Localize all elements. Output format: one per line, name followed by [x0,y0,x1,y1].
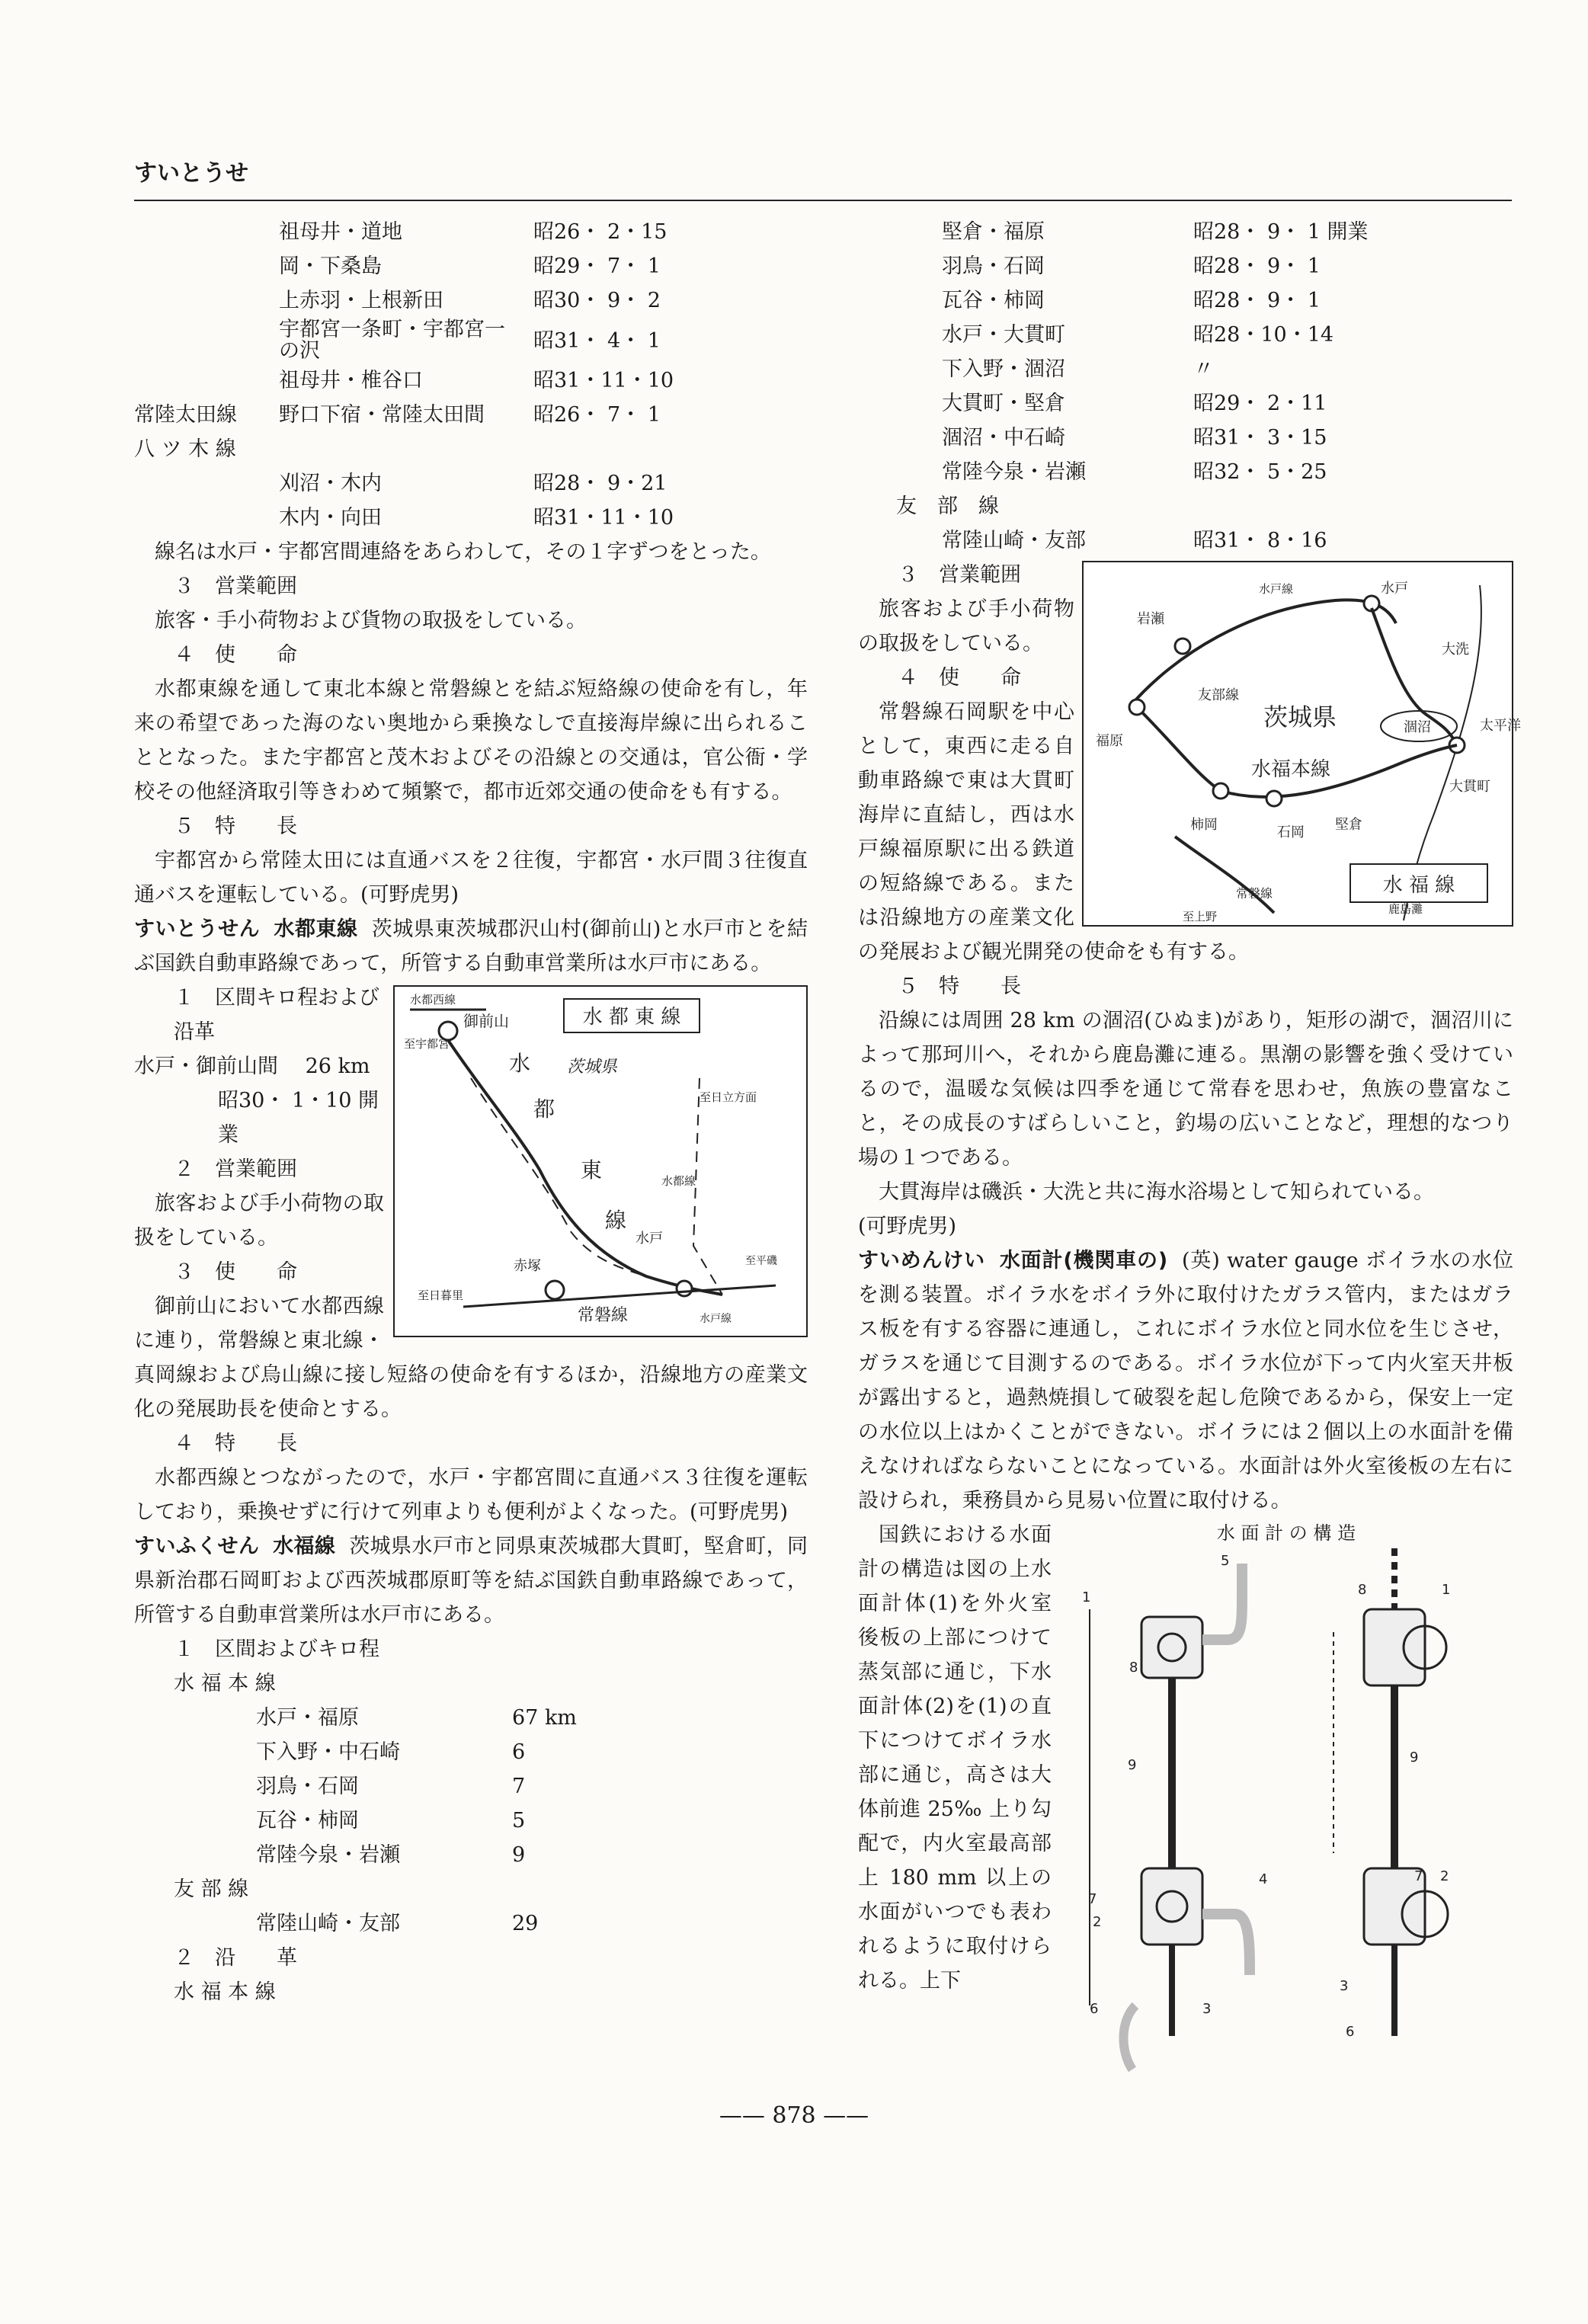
suito-map-char-4: 線 [605,1208,627,1233]
page-number: —— 878 —— [719,2102,869,2129]
km-row [134,1701,808,1735]
suito-map-mito-line: 水戸線 [700,1313,732,1325]
date-cell: 昭28・ 9・ 1 開業 [1193,220,1369,244]
suifuku-map-kakioka: 柿岡 [1190,817,1218,833]
date-cell: 昭28・ 9・ 1 [1193,289,1321,312]
km-value: 7 [512,1775,526,1798]
km-value: 29 [512,1912,539,1935]
date-cell: 昭26・ 2・15 [533,220,668,244]
date-cell: 昭31・11・10 [533,369,674,392]
suito-map-mito: 水戸 [636,1231,663,1247]
branch-km-row [134,1906,808,1941]
fig-num-left-1: 1 [1082,1589,1091,1605]
fig-num-left-2: 2 [1093,1914,1102,1930]
suifuku-map-katakura: 堅倉 [1335,817,1362,833]
gauge-figure-title: 水 面 計 の 構 造 [1216,1522,1356,1544]
section-cell: 水戸・大貫町 [942,323,1065,347]
suifuku-map-pacific: 太平洋 [1480,718,1521,734]
suifuku-kanji: 水福線 [273,1535,336,1558]
right-branch-row [858,523,1513,558]
upper-gauge-body-right [1364,1609,1425,1685]
suito-map-char-3: 東 [581,1157,603,1183]
right-features-heading: ５ 特 長 [898,975,1021,998]
suito-intro: 茨城県東茨城郡沢山村(御前山)と水戸市とを結ぶ国鉄自動車路線であって，所管する自動車営業所は水戸市にある。 [134,917,808,975]
suito-kana: すいとうせん [134,917,261,941]
upper-gauge-body-left [1141,1617,1202,1678]
gauge-structure-paragraph: 国鉄における水面計の構造は図の上水面計体(1)を外火室後板の上部につけて蒸気部に通じ，下水面計体(2)を(1)の直下につけてボイラ水部に通じ，高さは大体前進 25‰ 上り勾配で，内火室最高部上 180 mm 以上の水面がいつでも表われるように取付けられる。上下 [858,1523,1052,1993]
suito-map [393,985,808,1337]
right-features-paragraph-2: 大貫海岸は磯浜・大洗と共に海水浴場として知られている。 [879,1180,1434,1204]
business-scope-heading: ３ 営業範囲 [174,575,297,598]
km-value: 5 [512,1809,526,1833]
suito-map-west-line: 水都西線 [410,993,456,1007]
suito-scope-heading: ２ 営業範囲 [174,1157,297,1181]
suifuku-map-line-main: 水福本線 [1251,758,1331,781]
akatsuka-station [546,1281,564,1299]
left-table [134,215,808,535]
suifuku-history-heading: ２ 沿 革 [174,1946,297,1970]
suifuku-map-pref: 茨城県 [1263,703,1337,731]
features-heading: ５ 特 長 [174,815,297,838]
suito-kanji: 水都東線 [274,917,358,941]
left-table-row [134,466,808,501]
date-cell: 昭26・ 7・ 1 [533,403,661,427]
suito-scope-paragraph: 旅客および手小荷物の取扱をしている。 [134,1192,384,1250]
suito-map-hiraiso: 至平磯 [745,1255,777,1267]
mito-line-rail [1129,600,1396,707]
km-value: 67 km [512,1706,577,1730]
km-row [134,1769,808,1804]
fig-num-left-3: 3 [1202,2001,1212,2017]
suifuku-map-ueno: 至上野 [1183,910,1218,924]
right-scope-paragraph: 旅客および手小荷物の取扱をしている。 [858,597,1074,655]
right-table-row [858,318,1513,352]
suifuku-map-kashima: 鹿島灘 [1388,902,1423,916]
section-cell: 大貫町・堅倉 [942,392,1065,415]
suifuku-map-mito: 水戸 [1381,581,1408,597]
kakioka-station [1213,783,1228,799]
name-origin-paragraph: 線名は水戸・宇都宮間連絡をあらわして，その１字ずつをとった。 [155,540,771,564]
gauge-kanji: 水面計(機関車の) [999,1249,1168,1272]
right-branch-label: 友 部 線 [896,495,999,518]
date-cell: 昭31・ 4・ 1 [533,328,661,353]
km-row [134,1838,808,1872]
fig-num-right-3: 3 [1340,1978,1349,1994]
km-row [134,1735,808,1769]
gauge-figure [1059,1518,1513,2070]
business-scope-paragraph: 旅客・手小荷物および貨物の取扱をしている。 [155,609,587,632]
lower-gauge-body-left [1141,1868,1202,1945]
km-value: 6 [512,1740,526,1764]
km-section: 常陸山崎・友部 [256,1912,400,1935]
section-cell: 岡・下桑島 [279,254,382,278]
section-cell: 涸沼・中石崎 [942,426,1065,450]
km-section: 下入野・中石崎 [256,1740,400,1764]
fig-num-right-8: 8 [1358,1582,1367,1598]
suito-map-nippori: 至日暮里 [418,1288,464,1302]
section-cell: 宇都宮一条町・宇都宮一の沢 [279,318,505,363]
suito-mission-paragraph: 御前山において水都西線に連り，常磐線と東北線・真岡線および烏山線に接し短絡の使命を有するほか，沿線地方の産業文化の発展助長を使命とする。 [134,1295,808,1421]
fig-num-left-9: 9 [1128,1757,1137,1773]
fig-num-left-8: 8 [1129,1660,1138,1676]
section-cell: 木内・向田 [279,506,382,530]
right-table-row [858,215,1513,249]
suito-features-heading: ４ 特 長 [174,1432,297,1455]
suifuku-map-joban: 常磐線 [1236,886,1273,901]
gauge-left-view [1090,1564,1250,2070]
right-column [858,215,1521,2173]
right-mission-heading: ４ 使 命 [898,666,1021,690]
suifuku-map-oarai: 大洗 [1442,642,1469,658]
right-mission-paragraph: 常磐線石岡駅を中心として，東西に走る自動車路線で東は大貫町海岸に直結し，西は水戸線福原駅に出る鉄道の短絡線である。または沿線地方の産業文化の発展および観光開発の使命をも有する。 [858,700,1249,964]
km-section: 常陸今泉・岩瀬 [256,1843,400,1867]
gauge-figure-svg [1059,1548,1513,2070]
line-name-cell: 常陸太田線 [134,403,237,427]
left-table-row [134,283,808,318]
steam-pipe-left [1202,1564,1242,1640]
date-cell: 昭31・11・10 [533,506,674,530]
date-cell: 昭28・10・14 [1193,323,1334,347]
section-cell: 瓦谷・柿岡 [942,289,1045,312]
date-cell: 昭29・ 2・11 [1193,392,1327,415]
suifuku-map-tomobe: 友部線 [1198,687,1239,703]
suito-map-suito-line: 水都線 [661,1174,696,1188]
left-table-row [134,215,808,249]
section-cell: 祖母井・道地 [279,220,402,244]
left-table-row [134,501,808,535]
suito-mission-heading: ３ 使 命 [174,1260,297,1284]
fig-num-right-2: 2 [1440,1868,1449,1884]
right-table-row [858,249,1513,283]
right-table [858,215,1513,489]
km-section: 瓦谷・柿岡 [256,1809,359,1833]
suito-entry-intro [134,912,808,981]
fig-num-right-7: 7 [1414,1868,1423,1884]
suito-map-joban: 常磐線 [578,1306,629,1325]
suito-opened: 昭30・ 1・10 開業 [218,1089,379,1147]
suito-features-paragraph: 水都西線とつながったので，水戸・宇都宮間に直通バス３往復を運転しており，乗換せずに行けて列車よりも便利がよくなった。(可野虎男) [134,1466,808,1524]
water-pipe-left [1202,1914,1250,1975]
suifuku-entry-intro [134,1529,808,1632]
suifuku-map-svg [1084,562,1521,925]
suito-map-hitachi: 至日立方面 [700,1090,757,1104]
section-cell: 羽鳥・石岡 [942,254,1045,278]
section-cell: 下入野・涸沼 [942,357,1065,381]
ishioka-station [1266,791,1282,806]
suito-north-route [693,1078,722,1295]
suito-section-line: 水戸・御前山間 26 km [134,1055,370,1078]
mission-paragraph: 水都東線を通して東北本線と常磐線とを結ぶ短絡線の使命を有し，年来の希望であった海のない奥地から乗換なしで直接海岸線に出られることとなった。また宇都宮と茂木およびその沿線との交通は，官公衙・学校その他経済取引等きわめて頻繁で，都市近郊交通の使命をも有する。 [134,677,808,804]
left-table-row [134,398,808,432]
section-cell: 堅倉・福原 [942,220,1045,244]
fig-num-left-6: 6 [1090,2001,1099,2017]
fukuhara-station [1129,699,1145,715]
left-table-row [134,363,808,398]
gauge-right-view [1333,1548,1451,2036]
suito-map-svg [395,987,806,1336]
suifuku-main-line: 水 福 本 線 [174,1672,276,1695]
mission-heading: ４ 使 命 [174,643,297,667]
joban-line [463,1285,776,1307]
section-cell: 野口下宿・常陸太田間 [279,403,485,427]
suifuku-map-onuki: 大貫町 [1449,779,1490,795]
running-head: すいとうせ [134,160,248,187]
date-cell: 昭30・ 9・ 2 [533,289,661,312]
right-table-row [858,421,1513,455]
suifuku-map-mito-line: 水戸線 [1259,582,1294,596]
right-table-row [858,386,1513,421]
left-table-row [134,249,808,283]
left-table-row [134,432,808,466]
suifuku-map-ishioka: 石岡 [1277,824,1305,840]
header-rule [134,200,1512,201]
iwase-station [1175,639,1190,654]
date-cell: 昭31・ 3・15 [1193,426,1327,450]
date-cell: 昭28・ 9・21 [533,472,668,495]
fig-num-right-9: 9 [1410,1749,1419,1765]
suifuku-map-title: 水 福 線 [1382,874,1455,897]
fig-num-right-1: 1 [1442,1582,1451,1598]
suito-map-gozen: 御前山 [463,1012,509,1030]
date-cell: 昭29・ 7・ 1 [533,254,661,278]
left-table-row [134,318,808,363]
left-column [134,215,808,2173]
suifuku-map-fukuhara: 福原 [1096,733,1123,749]
suito-map-char-1: 水 [509,1051,531,1076]
suifuku-map-hinuma: 涸沼 [1404,719,1431,735]
gauge-entry [858,1244,1513,1518]
suito-map-pref: 茨城県 [567,1058,618,1077]
suito-map-title: 水 都 東 線 [582,1006,681,1029]
right-scope-heading: ３ 営業範囲 [898,563,1021,587]
fig-num-left-7: 7 [1088,1891,1097,1907]
suito-map-utsunomiya: 至宇都宮 [404,1037,450,1051]
gauge-body: ボイラ水の水位を測る装置。ボイラ水をボイラ外に取付けたガラス管内，またはガラス板を有する容器に連通し，これにボイラ水位と同水位を生じさせ，ガラスを通じて目測するのである。ボイラ水位が下って内火室天井板が露出すると，過熱焼損して破裂を起し危険であるから，保安上一定の水位以上はかくことができない。ボイラには２個以上の水面計を備えなければならないことになっている。水面計は外火室後板の左右に設けられ，乗務員から見易い位置に取付ける。 [858,1249,1513,1513]
suifuku-section-heading: １ 区間およびキロ程 [174,1637,379,1661]
suifuku-map-iwase: 岩瀬 [1137,611,1164,627]
suifuku-branch-line: 友 部 線 [174,1877,249,1901]
right-features-paragraph-1: 沿線には周囲 28 km の涸沼(ひぬま)があり，矩形の湖で，涸沼川によって那珂川へ，それから鹿島灘に連る。黒潮の影響を強く受けているので，温暖な気候は四季を通じて常春を思わせ，魚族の豊富なこと，その成長のすばらしいこと，釣場の広いことなど，理想的なつり場の１つである。 [858,1009,1513,1170]
right-table-row [858,352,1513,386]
suito-section-heading: １ 区間キロ程および沿革 [174,986,379,1044]
fig-num-left-5: 5 [1221,1553,1230,1569]
suifuku-branch-list [134,1906,808,1941]
line-name-cell: 八 ツ 木 線 [134,437,236,461]
gauge-eng: (英) water gauge [1182,1249,1359,1272]
suifuku-history-main: 水 福 本 線 [174,1980,276,2004]
section-cell: 常陸今泉・岩瀬 [942,460,1086,484]
gauge-kana: すいめんけい [858,1249,985,1272]
section-cell: 上赤羽・上根新田 [279,289,443,312]
fig-num-right-6: 6 [1346,2024,1355,2040]
suito-map-char-2: 都 [533,1096,555,1122]
km-row [134,1804,808,1838]
mito-station [677,1281,692,1296]
km-section: 水戸・福原 [256,1706,359,1730]
right-author: (可野虎男) [858,1215,957,1238]
right-table-row [858,283,1513,318]
joban-line-2 [1175,837,1274,913]
drain-pipe-left [1123,2005,1135,2070]
section-cell: 刈沼・木内 [279,472,382,495]
right-table-row [858,455,1513,489]
suifuku-km-list [134,1701,808,1872]
suito-map-akatsuka: 赤塚 [514,1258,541,1274]
right-branch-date: 昭31・ 8・16 [1193,529,1327,552]
right-branch-label-row [858,489,1513,523]
km-section: 羽鳥・石岡 [256,1775,359,1798]
fig-num-left-4: 4 [1259,1871,1268,1887]
suifuku-intro: 茨城県水戸市と同県東茨城郡大貫町，堅倉町，同県新治郡石岡町および西茨城郡原町等を結ぶ国鉄自動車路線であって，所管する自動車営業所は水戸市にある。 [134,1535,808,1627]
date-cell: 昭28・ 9・ 1 [1193,254,1321,278]
section-cell: 祖母井・椎谷口 [279,369,423,392]
suifuku-kana: すいふくせん [134,1535,260,1558]
suifuku-map [1082,561,1521,927]
date-cell: 昭32・ 5・25 [1193,460,1327,484]
right-branch-section: 常陸山崎・友部 [942,529,1086,552]
km-value: 9 [512,1843,526,1867]
features-paragraph: 宇都宮から常陸太田には直通バスを２往復，宇都宮・水戸間３往復直通バスを運転している。(可野虎男) [134,849,808,907]
date-cell: 〃 [1193,357,1214,381]
